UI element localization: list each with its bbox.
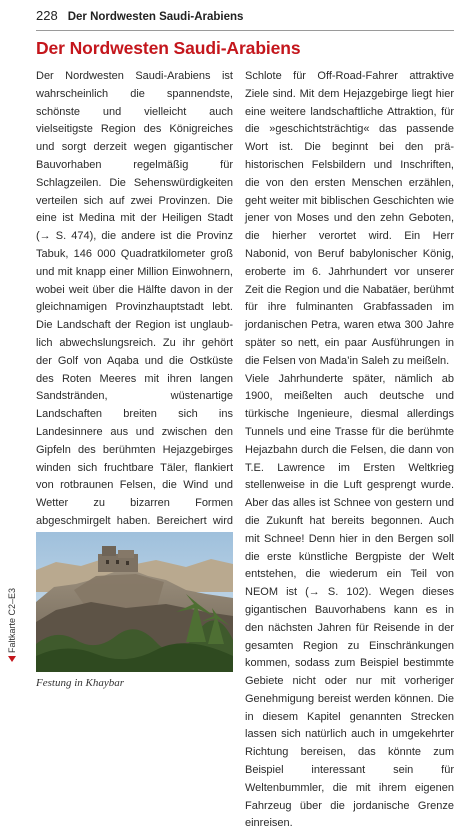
photo-fortress-khaybar [36, 532, 233, 672]
running-header [36, 8, 454, 31]
body-text-right-column: Schlote für Off-Road-Fahrer attraktive Ziele sind. Mit dem Hejazgebirge liegt hier eine weitere landschaftliche Attraktion, für die »geschichtsträchtig« das passende Wort ist. Die beginnt bei den prähistorischen Felsbildern und Inschriften, die von den ersten Menschen erzählen, geht weiter mit biblischen Geschichten wie jener von Moses und den zehn Geboten, die hierher verortet wird. Ein Herr Nabonid, von Beruf babylonischer König, eroberte im 6. Jahrhundert vor unserer Zeit die Region und die Nabatäer, berühmt für ihre fulminanten Grabfassaden im jordanischen Petra, waren etwa 300 Jahre später so nett, ein paar Ausführungen in die Felsen von Mada’in Saleh zu meißeln. Viele Jahrhunderte später, nämlich ab 1900, meißelten auch deutsche und türkische Ingenieure, diesmal allerdings Tunnels und eine Trasse für die berühmte Hejazbahn durch die Felsen, die dann von T.E. Lawrence im Ersten Weltkrieg stellenweise in die Luft gesprengt wurde. Aber das alles ist Schnee von gestern und die Zukunft hat bereits begonnen. Auch mit Schnee! Denn hier in den Bergen soll die erste künstliche Bergpiste der Welt entstehen, die wiederum ein Teil von NEOM ist (→ S. 102). Wegen dieses gigantischen Bauvorhabens kann es in den nächsten Jahren für Reisende in der gesamten Region zu Einschränkungen kommen, sodass zum Beispiel bestimmte Gebiete nicht oder nur mit vorheriger Genehmigung bereist werden können. Die in diesem Kapitel genannten Strecken lassen sich natürlich auch in umgekehrter Richtung bereisen, das könnte zum Beispiel interessant sein für Weltenbummler, die mit ihrem eigenen Fahrzeug über die jordanische Grenze einreisen. [245, 70, 454, 830]
chapter-title: Der Nordwesten Saudi-Arabiens [36, 38, 301, 58]
map-reference-label: Faltkarte C2–E3 [7, 587, 17, 654]
fortress-photo-illustration [36, 532, 233, 672]
map-reference-margin [4, 560, 20, 690]
running-title: Der Nordwesten Saudi-Arabiens [67, 11, 244, 23]
photo-caption: Festung in Khaybar [36, 677, 124, 689]
triangle-marker-icon [8, 656, 16, 662]
body-text-left-column: Der Nordwesten Saudi-Arabiens ist wahrscheinlich die spannendste, schönste und vielleicht auch vielseitigste Region des Königreiches und sorgt derzeit wegen gigantischer Bauvorhaben regelmäßig für Schlagzeilen. Die Sehenswürdigkeiten verteilen sich auf zwei Provinzen. Die eine ist Medina mit der Heiligen Stadt (→ S. 474), die andere ist die Provinz Tabuk, 146 000 Quadratkilometer groß und mit knapp einer Million Einwohnern, wobei weit über die Hälfte davon in der gleichnamigen Provinzhauptstadt lebt. Die Landschaft der Region ist unglaublich abwechslungsreich. Zu ihr gehört der Golf von Aqaba und die Ostküste des Roten Meeres mit ihren langen Sandstränden, wüstenartige Landschaften breiten sich ins Landesinnere aus und zwischen den Gipfeln des berühmten Hejazgebirges winden sich fruchtbare Täler, flankiert von rotbraunen Felsen, die Wind und Wetter zu bizarren Formen abgeschmirgelt haben. Bereichert wird [36, 70, 233, 527]
page-number: 228 [36, 8, 58, 23]
